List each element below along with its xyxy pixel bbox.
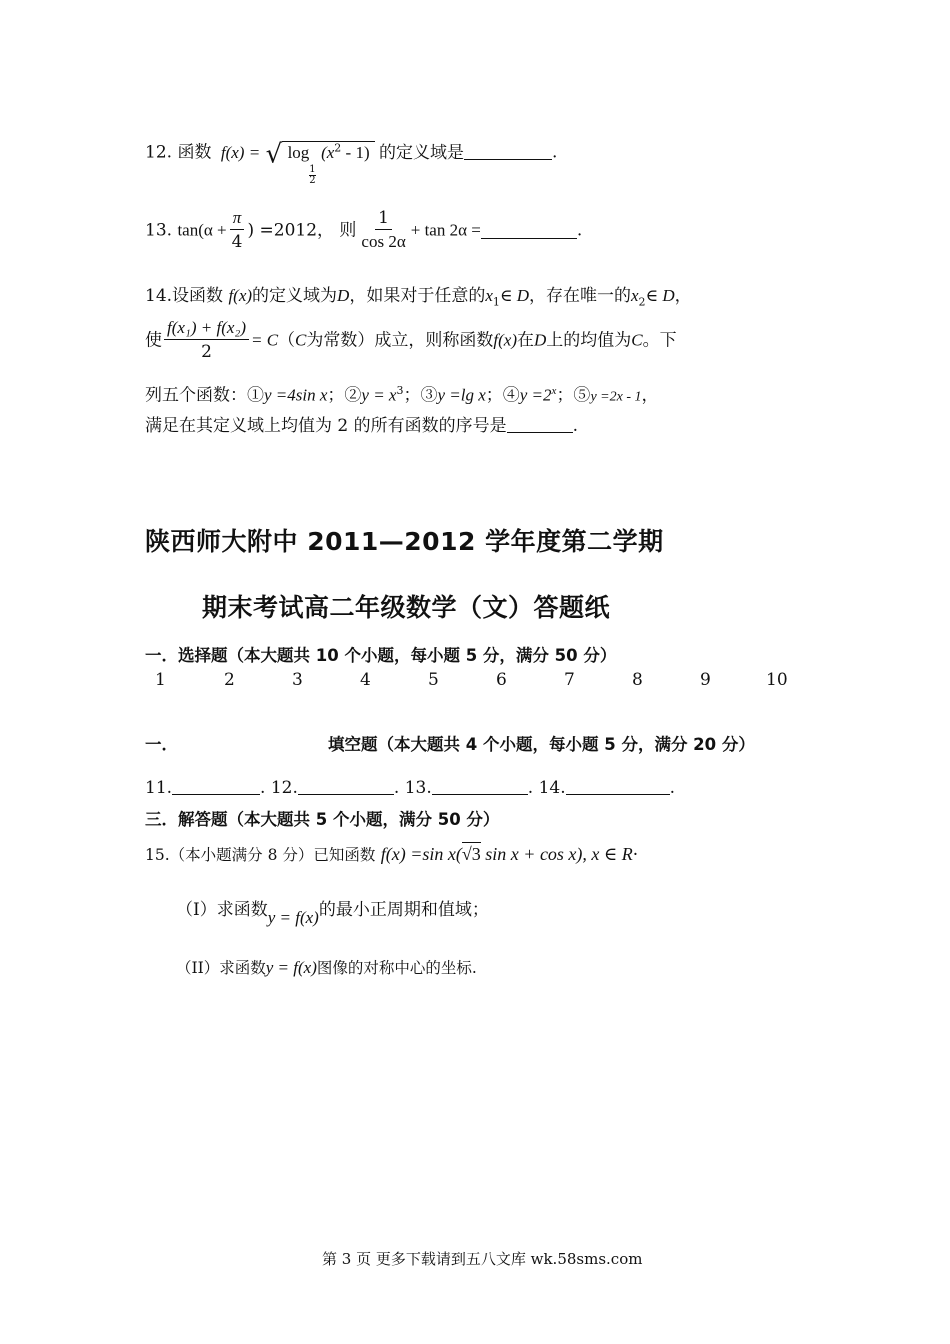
q14-text: 在 bbox=[516, 330, 534, 351]
choice-number: 6 bbox=[496, 670, 507, 690]
q14-function-4: y =2 bbox=[519, 385, 552, 405]
blank-11[interactable] bbox=[172, 778, 260, 795]
choice-number: 9 bbox=[700, 670, 711, 690]
question-14-line-4 bbox=[145, 414, 578, 438]
q14-text: 使 bbox=[145, 330, 162, 351]
blank-label-13: 13. bbox=[404, 778, 432, 798]
q14-x1: x bbox=[485, 286, 493, 305]
q14-text: 设函数 bbox=[172, 286, 224, 306]
q14-text: 。下 bbox=[642, 330, 677, 351]
q12-base-den: 2 bbox=[309, 174, 316, 186]
q13-tan-close: ) =2012， bbox=[247, 220, 335, 241]
q14-f4-exp: x bbox=[551, 385, 557, 397]
blank-label-11: 11. bbox=[145, 778, 173, 798]
blank-end: . bbox=[527, 778, 534, 798]
q12-log-base bbox=[309, 165, 315, 186]
q14-D: D bbox=[337, 286, 350, 305]
q14-text: ；② bbox=[327, 385, 362, 406]
q14-mean-frac bbox=[164, 318, 249, 363]
choice-number: 5 bbox=[428, 670, 439, 690]
q14-text: 列五个函数：① bbox=[145, 385, 264, 406]
q12-arg: (x bbox=[321, 142, 335, 162]
q13-tan-open: tan(α + bbox=[177, 220, 227, 240]
q14-text: ，如果对于任意的 bbox=[349, 286, 486, 306]
q14-text: ，存在唯一的 bbox=[529, 286, 631, 306]
q14-in-D: ∈ D bbox=[499, 286, 529, 305]
choice-number: 10 bbox=[766, 670, 788, 690]
choice-number: 1 bbox=[155, 670, 166, 690]
q12-log: log bbox=[287, 142, 310, 162]
q14-x2-sub: 2 bbox=[638, 295, 646, 309]
blank-end: . bbox=[393, 778, 400, 798]
q15-formula-b: sin x + cos x), x ∈ R bbox=[480, 844, 633, 864]
q13-answer-blank[interactable] bbox=[481, 222, 577, 239]
q14-text: 上的均值为 bbox=[546, 330, 632, 351]
choice-number: 7 bbox=[564, 670, 575, 690]
q15-part1-text: （I）求函数 bbox=[176, 900, 268, 920]
q14-text: 的定义域为 bbox=[252, 286, 338, 306]
question-13 bbox=[145, 208, 582, 253]
q15-part2-text: 图像的对称中心的坐标. bbox=[316, 959, 477, 977]
sqrt-symbol: √ bbox=[265, 139, 283, 170]
section-fill-number: 一． bbox=[145, 735, 178, 754]
q12-tail: 的定义域是 bbox=[379, 142, 465, 163]
q14-number: 14. bbox=[145, 286, 173, 306]
choice-number: 3 bbox=[292, 670, 303, 690]
blank-13[interactable] bbox=[432, 778, 528, 795]
q14-C: C bbox=[295, 330, 307, 350]
q14-in-D: ∈ D bbox=[645, 286, 675, 305]
blank-end: . bbox=[669, 778, 676, 798]
q13-pi-over-4 bbox=[229, 208, 246, 253]
q14-C: C bbox=[631, 330, 643, 350]
q12-base-num: 1 bbox=[309, 163, 316, 175]
q13-one: 1 bbox=[375, 208, 392, 230]
q14-x2: x bbox=[631, 286, 639, 305]
q14-function-3: y =lg x bbox=[437, 385, 486, 405]
q12-lead: 函数 bbox=[177, 142, 212, 163]
choice-number-row bbox=[0, 670, 950, 694]
q15-end: · bbox=[632, 845, 639, 865]
question-14-line-2 bbox=[145, 318, 677, 363]
choice-number: 4 bbox=[360, 670, 371, 690]
q15-sqrt3: √3 bbox=[461, 844, 481, 864]
q14-function-5: y =2x - 1 bbox=[590, 389, 642, 405]
q14-answer-blank[interactable] bbox=[507, 416, 573, 433]
question-14-line-3 bbox=[145, 379, 658, 410]
q15-part-2 bbox=[176, 956, 477, 980]
q12-arg-exp: 2 bbox=[334, 141, 342, 154]
section-choice-heading: 一．选择题（本大题共 10 个小题，每小题 5 分，满分 50 分） bbox=[145, 646, 617, 665]
q14-f2-exp: 3 bbox=[396, 384, 404, 397]
q12-radicand bbox=[282, 141, 375, 186]
choice-number: 2 bbox=[224, 670, 235, 690]
question-15 bbox=[145, 842, 638, 867]
q15-formula-a: f(x) =sin x( bbox=[380, 844, 462, 864]
question-14-line-1 bbox=[145, 284, 692, 314]
q12-number: 12. bbox=[145, 142, 173, 163]
q13-frac bbox=[358, 208, 408, 253]
blank-12[interactable] bbox=[298, 778, 394, 795]
question-12 bbox=[145, 136, 557, 186]
q13-number: 13. bbox=[145, 220, 173, 241]
q14-function-2: y = x bbox=[361, 385, 397, 405]
section-fill-heading: 填空题（本大题共 4 个小题，每小题 5 分，满分 20 分） bbox=[328, 735, 755, 754]
q13-then: 则 bbox=[339, 220, 357, 241]
q13-four: 4 bbox=[231, 232, 243, 252]
q15-part2-text: （II）求函数 bbox=[176, 959, 266, 977]
fill-blanks-row bbox=[145, 776, 675, 800]
q14-text: ， bbox=[641, 385, 659, 406]
q15-part1-text: 的最小正周期和值域； bbox=[318, 900, 489, 920]
q12-answer-blank[interactable] bbox=[464, 143, 552, 160]
blank-14[interactable] bbox=[566, 778, 670, 795]
section-solve-heading: 三．解答题（本大题共 5 个小题，满分 50 分） bbox=[145, 810, 500, 829]
q14-text: （ bbox=[278, 330, 296, 351]
q14-fx: f(x) bbox=[228, 286, 253, 305]
title-answer-sheet: 期末考试高二年级数学（文）答题纸 bbox=[202, 593, 611, 622]
blank-end: . bbox=[260, 778, 266, 798]
q15-part1-function: y = f(x) bbox=[267, 908, 319, 927]
q14-function-1: y =4sin x bbox=[264, 385, 328, 405]
blank-label-14: 14. bbox=[538, 778, 566, 798]
q13-plus-tan: + tan 2α = bbox=[410, 220, 481, 240]
q14-D: D bbox=[533, 330, 547, 350]
q14-text: ；⑤ bbox=[556, 385, 591, 406]
q15-part2-function: y = f(x) bbox=[265, 958, 317, 977]
q15-lead: 15.（本小题满分 8 分）已知函数 bbox=[145, 846, 376, 864]
q15-part-1 bbox=[176, 898, 489, 930]
page-footer: 第 3 页 更多下载请到五八文库 wk.58sms.com bbox=[322, 1250, 643, 1268]
q12-end: . bbox=[552, 142, 558, 163]
q14-eq-c: = C bbox=[250, 330, 279, 350]
q14-fx: f(x) bbox=[493, 330, 517, 350]
q14-frac-den: 2 bbox=[201, 342, 212, 362]
q13-cos2a: cos 2α bbox=[361, 232, 406, 251]
q14-x1-sub: 1 bbox=[492, 295, 500, 309]
q14-text: 为常数）成立，则称函数 bbox=[306, 330, 494, 351]
blank-label-12: 12. bbox=[270, 778, 298, 798]
q14-text: ， bbox=[674, 286, 692, 306]
q14-end: . bbox=[572, 416, 579, 436]
title-school: 陕西师大附中 2011—2012 学年度第二学期 bbox=[145, 527, 664, 556]
q12-fx: f(x) = bbox=[220, 142, 261, 162]
q13-end: . bbox=[576, 220, 583, 241]
q14-text: 满足在其定义域上均值为 2 的所有函数的序号是 bbox=[145, 416, 507, 436]
choice-number: 8 bbox=[632, 670, 643, 690]
q13-pi: π bbox=[230, 208, 245, 230]
q14-frac-num: f(x₁) + f(x₂) bbox=[164, 318, 249, 340]
q14-text: ；③ bbox=[403, 385, 438, 406]
q14-text: ；④ bbox=[485, 385, 520, 406]
q12-arg-tail: - 1) bbox=[341, 142, 370, 162]
